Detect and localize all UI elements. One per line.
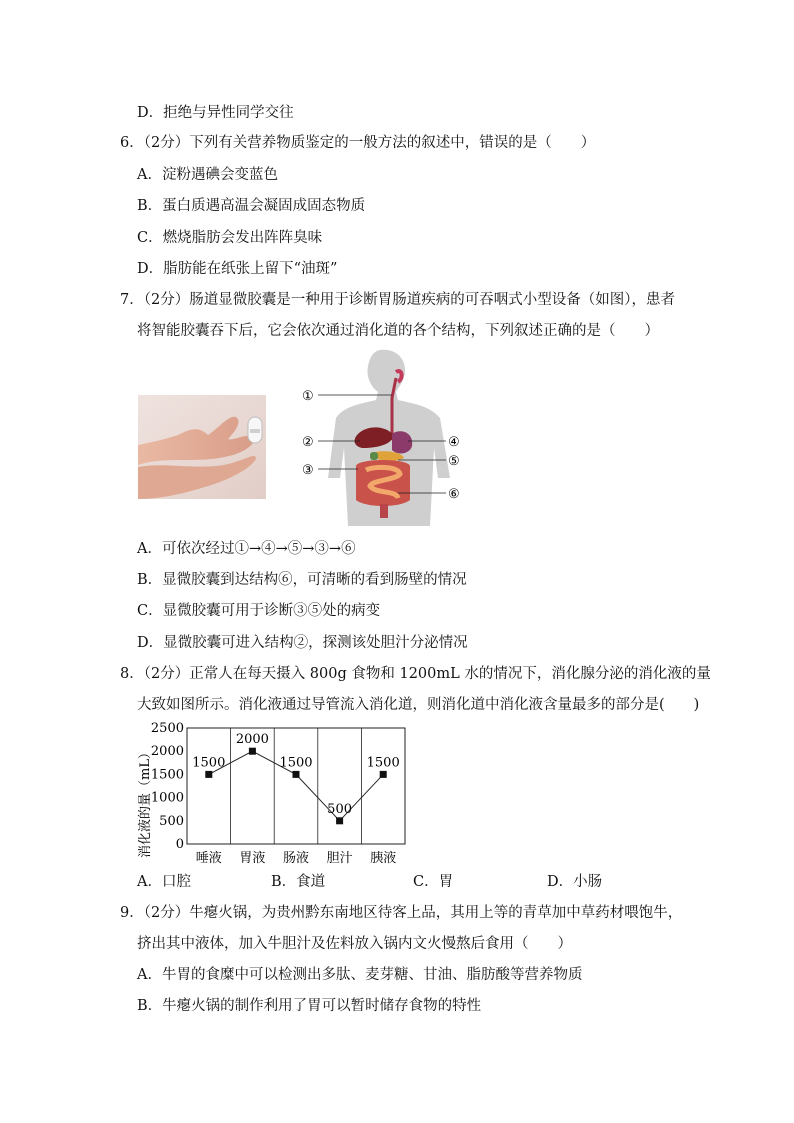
chart-ytick-label: 2500 [150, 721, 184, 736]
q7-option-b: B．显微胶囊到达结构⑥，可清晰的看到肠壁的情况 [137, 572, 467, 588]
q6-option-c: C．燃烧脂肪会发出阵阵臭味 [137, 230, 323, 246]
chart-ytick-label: 2000 [150, 744, 184, 760]
chart-point [380, 771, 387, 778]
q5-option-d: D．拒绝与异性同学交往 [137, 105, 294, 121]
q9-stem-line2: 挤出其中液体，加入牛胆汁及佐料放入锅内文火慢熬后食用（ ） [137, 936, 572, 952]
q6-option-a: A．淀粉遇碘会变蓝色 [137, 167, 278, 183]
q8-stem-line1: 8．（2分）正常人在每天摄入 800g 食物和 1200mL 水的情况下，消化腺分泌的消化液的量 [120, 666, 711, 682]
q6-option-d: D．脂肪能在纸张上留下“油斑” [137, 261, 338, 277]
diagram-label-6: ⑥ [448, 487, 460, 502]
chart-point [293, 771, 300, 778]
q8-stem-line2: 大致如图所示。消化液通过导管流入消化道，则消化道中消化液含量最多的部分是( ) [137, 697, 700, 713]
chart-point [336, 817, 343, 824]
chart-ytick-label: 500 [159, 813, 184, 829]
chart-data-label: 1500 [192, 755, 226, 771]
chart-xtick-label: 唾液 [195, 851, 222, 866]
q7-stem-line2: 将智能胶囊吞下后，它会依次通过消化道的各个结构，下列叙述正确的是（ ） [137, 323, 659, 339]
digestive-system-diagram [300, 348, 470, 528]
q7-option-d: D．显微胶囊可进入结构②，探测该处胆汁分泌情况 [137, 635, 468, 651]
chart-data-label: 2000 [235, 732, 269, 748]
chart-xtick-label: 胰液 [370, 851, 397, 866]
q7-option-a: A．可依次经过①→④→⑤→③→⑥ [137, 541, 356, 557]
diagram-label-4: ④ [448, 435, 460, 450]
q9-option-a: A．牛胃的食糜中可以检测出多肽、麦芽糖、甘油、脂肪酸等营养物质 [137, 967, 583, 983]
chart-ytick-label: 1000 [150, 790, 184, 806]
chart-data-label: 500 [327, 801, 353, 817]
chart-ytick-label: 0 [175, 837, 184, 852]
q8-option-d: D．小肠 [547, 874, 603, 890]
q6-option-b: B．蛋白质遇高温会凝固成固态物质 [137, 198, 366, 214]
diagram-label-3: ③ [302, 463, 314, 478]
q9-option-b: B．牛瘪火锅的制作利用了胃可以暂时储存食物的特性 [137, 998, 482, 1014]
q8-option-a: A．口腔 [137, 874, 191, 890]
q9-stem-line1: 9．（2分）牛瘪火锅，为贵州黔东南地区待客上品，其用上等的青草加中草药材喂饱牛， [120, 905, 683, 921]
chart-point [249, 748, 256, 755]
digestive-juice-chart [135, 718, 415, 868]
q7-stem-line1: 7．（2分）肠道显微胶囊是一种用于诊断胃肠道疾病的可吞咽式小型设备（如图），患者 [120, 292, 675, 308]
chart-xtick-label: 胆汁 [326, 851, 353, 866]
diagram-label-5: ⑤ [448, 454, 460, 469]
chart-data-label: 1500 [366, 755, 400, 771]
capsule-photo [138, 395, 266, 499]
chart-ylabel: 消化液的量（mL） [138, 746, 153, 858]
q7-option-c: C．显微胶囊可用于诊断③⑤处的病变 [137, 603, 381, 619]
chart-xtick-label: 肠液 [282, 851, 310, 866]
q8-option-c: C．胃 [413, 874, 454, 890]
diagram-label-1: ① [302, 389, 314, 404]
q6-stem: 6．（2分）下列有关营养物质鉴定的一般方法的叙述中，错误的是（ ） [120, 135, 596, 151]
diagram-label-2: ② [302, 435, 314, 450]
chart-ytick-label: 1500 [150, 767, 184, 783]
chart-point [205, 771, 212, 778]
chart-xtick-label: 胃液 [239, 851, 266, 866]
chart-data-label: 1500 [279, 755, 313, 771]
q8-option-b: B．食道 [271, 874, 326, 890]
